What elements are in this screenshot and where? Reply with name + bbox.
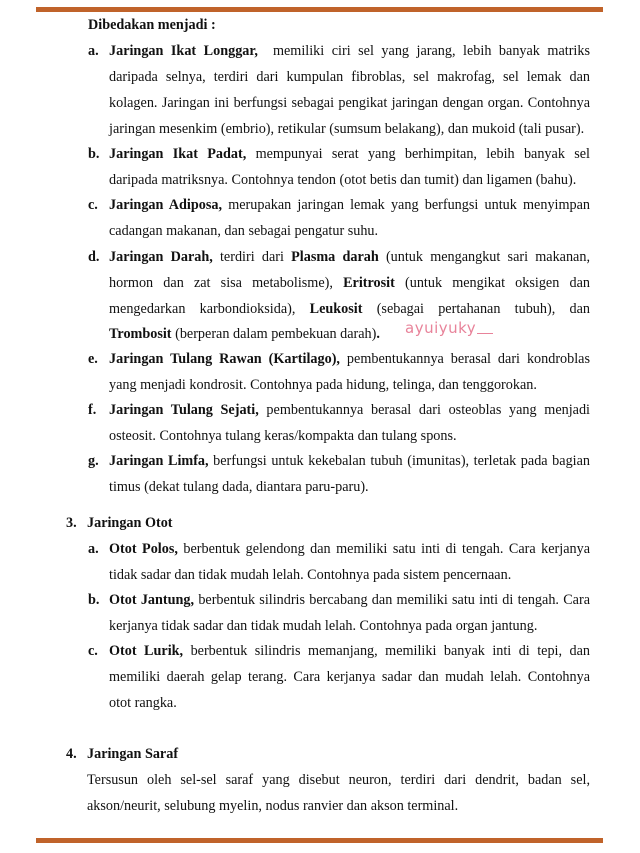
bottom-decorative-rule — [36, 838, 603, 843]
term: Otot Jantung, — [109, 592, 195, 608]
term: Leukosit — [309, 301, 363, 317]
list-line: hormon dan zat sisa metabolisme), Eritrosit (untuk mengikat oksigen dan — [109, 275, 590, 291]
list-line: cadangan makanan, dan sebagai pengatur suhu. — [109, 223, 379, 239]
list-line: Jaringan Tulang Rawan (Kartilago), pembentukannya berasal dari kondroblas — [109, 351, 590, 367]
list-line: Jaringan Ikat Padat, mempunyai serat yang berhimpitan, lebih banyak sel — [109, 146, 590, 162]
list-marker: b. — [88, 146, 100, 162]
list-marker: a. — [88, 43, 99, 59]
term: Jaringan Darah, — [109, 249, 213, 265]
list-line: osteosit. Contohnya tulang keras/kompakta dan tulang spons. — [109, 428, 457, 444]
term: Plasma darah — [291, 249, 379, 265]
term: Jaringan Ikat Longgar, — [109, 43, 258, 59]
list-line: otot rangka. — [109, 695, 177, 711]
term: Jaringan Ikat Padat, — [109, 146, 247, 162]
list-marker: c. — [88, 197, 98, 213]
list-line: Otot Jantung, berbentuk silindris bercabang dan memiliki satu inti di tengah. Cara — [109, 592, 590, 608]
list-line: Otot Lurik, berbentuk silindris memanjang, memiliki banyak inti di tepi, dan — [109, 643, 590, 659]
term: Jaringan Tulang Sejati, — [109, 402, 259, 418]
list-line: Jaringan Ikat Longgar, memiliki ciri sel yang jarang, lebih banyak matriks — [109, 43, 590, 59]
list-line: Jaringan Limfa, berfungsi untuk kekebalan tubuh (imunitas), terletak pada bagian — [109, 453, 590, 469]
term: Eritrosit — [343, 275, 395, 291]
top-decorative-rule — [36, 7, 603, 12]
list-marker: g. — [88, 453, 99, 469]
list-line: memiliki daerah gelap terang. Cara kerjanya sadar dan mudah lelah. Contohnya — [109, 669, 590, 685]
term: Jaringan Adiposa, — [109, 197, 223, 213]
list-marker: e. — [88, 351, 98, 367]
term: Otot Polos, — [109, 541, 178, 557]
list-line: kerjanya tidak sadar dan tidak mudah lelah. Contohnya pada organ jantung. — [109, 618, 538, 634]
list-marker: f. — [88, 402, 97, 418]
term: Jaringan Limfa, — [109, 453, 209, 469]
term: Otot Lurik, — [109, 643, 184, 659]
list-marker: d. — [88, 249, 100, 265]
list-line: Otot Polos, berbentuk gelendong dan memiliki satu inti di tengah. Cara kerjanya — [109, 541, 590, 557]
watermark-underscore — [477, 333, 493, 335]
watermark-text: ayuiyuky — [405, 319, 493, 337]
intro-heading: Dibedakan menjadi : — [88, 17, 216, 33]
section-number: 3. — [66, 515, 77, 531]
term: Trombosit — [109, 326, 172, 342]
list-marker: c. — [88, 643, 98, 659]
list-line: Jaringan Adiposa, merupakan jaringan lemak yang berfungsi untuk menyimpan — [109, 197, 590, 213]
section-title: Jaringan Otot — [87, 515, 173, 531]
list-line: mengedarkan karbondioksida), Leukosit (sebagai pertahanan tubuh), dan — [109, 301, 590, 317]
list-line: daripada matriksnya. Contohnya tendon (otot betis dan tumit) dan ligamen (bahu). — [109, 172, 577, 188]
paragraph-line: Tersusun oleh sel-sel saraf yang disebut neuron, terdiri dari dendrit, badan sel, — [87, 772, 590, 788]
list-line: kolagen. Jaringan ini berfungsi sebagai pengikat jaringan dengan organ. Contohnya — [109, 95, 590, 111]
section-title: Jaringan Saraf — [87, 746, 179, 762]
list-line: Jaringan Tulang Sejati, pembentukannya berasal dari osteoblas yang menjadi — [109, 402, 590, 418]
list-line: Trombosit (berperan dalam pembekuan darah). — [109, 326, 380, 342]
list-marker: b. — [88, 592, 100, 608]
list-line: timus (dekat tulang dada, diantara paru-paru). — [109, 479, 369, 495]
list-marker: a. — [88, 541, 99, 557]
term: Jaringan Tulang Rawan (Kartilago), — [109, 351, 340, 367]
list-line: yang menjadi kondrosit. Contohnya pada hidung, telinga, dan tenggorokan. — [109, 377, 537, 393]
list-line: Jaringan Darah, terdiri dari Plasma darah (untuk mengangkut sari makanan, — [109, 249, 590, 265]
section-number: 4. — [66, 746, 77, 762]
list-line: jaringan mesenkim (embrio), retikular (sumsum belakang), dan mukoid (tali pusar). — [109, 121, 585, 137]
paragraph-line: akson/neurit, selubung myelin, nodus ranvier dan akson terminal. — [87, 798, 459, 814]
list-line: daripada selnya, terdiri dari kumpulan fibroblas, sel makrofag, sel lemak dan — [109, 69, 590, 85]
list-line: tidak sadar dan tidak mudah lelah. Contohnya pada sistem pencernaan. — [109, 567, 512, 583]
